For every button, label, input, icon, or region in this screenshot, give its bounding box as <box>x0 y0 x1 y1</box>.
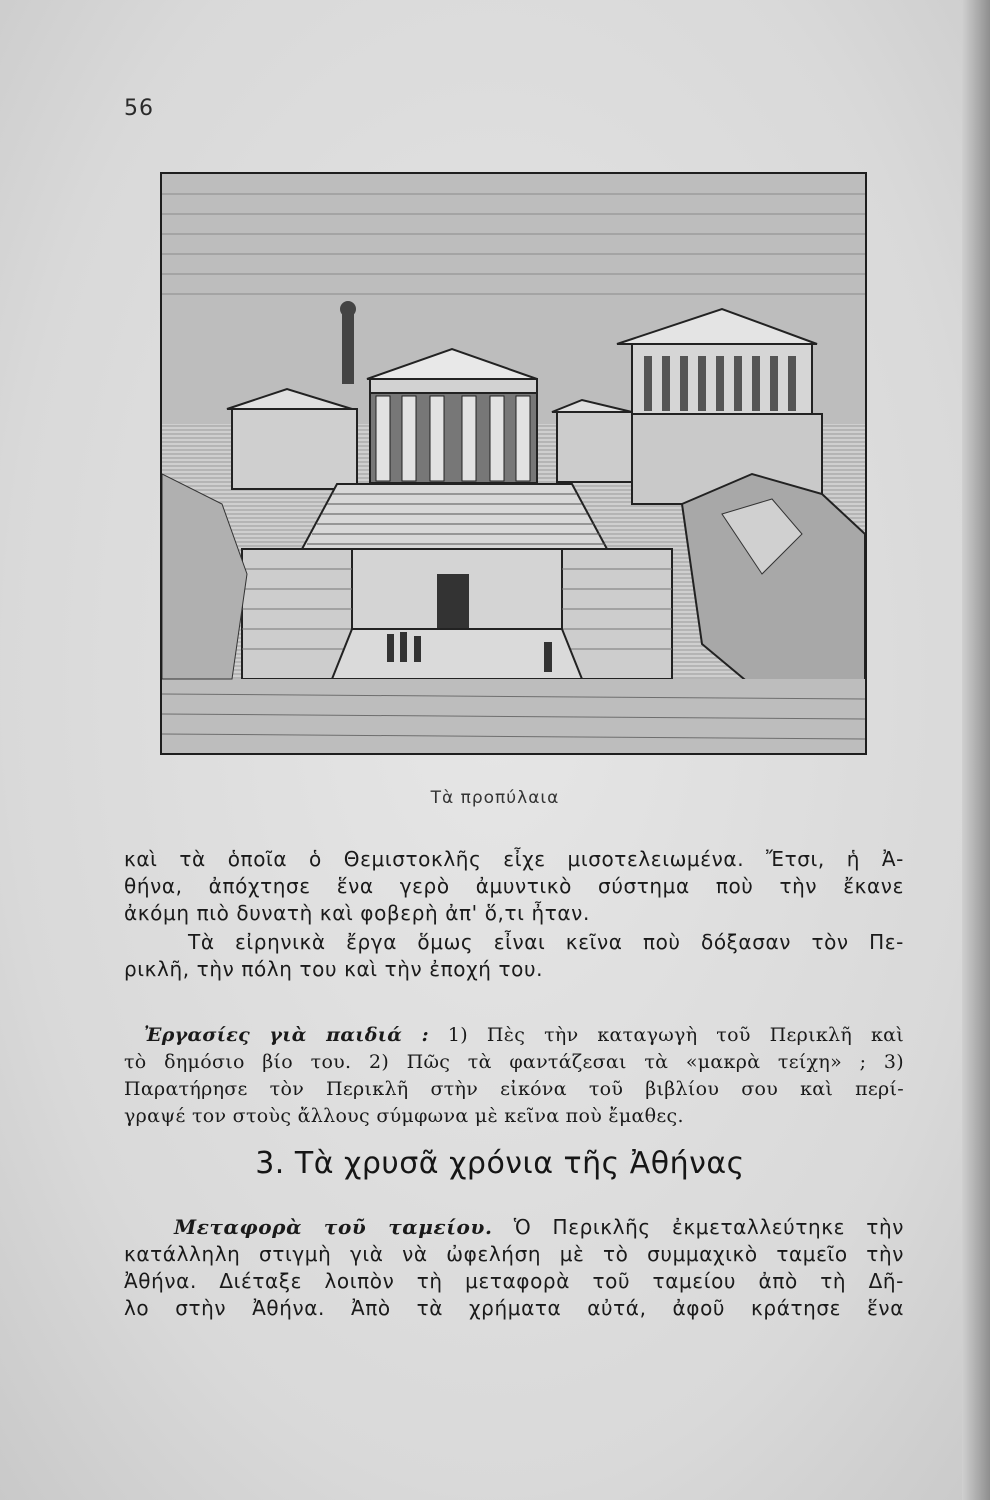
paragraph-1-line: θήνα, ἀπόχτησε ἕνα γερὸ ἀμυντικὸ σύστημα ποὺ τὴν ἔκανε <box>124 874 904 898</box>
exercises-line: Παρατήρησε τὸν Περικλῆ στὴν εἰκόνα τοῦ βιβλίου σου καὶ περί- <box>124 1078 904 1100</box>
paragraph-1 <box>124 846 904 927</box>
section-line: Ἀθήνα. Διέταξε λοιπὸν τὴ μεταφορὰ τοῦ ταμείου ἀπὸ τὴ Δῆ- <box>124 1269 904 1293</box>
propylaea-engraving <box>160 172 867 755</box>
exercises-paragraph <box>124 1022 904 1130</box>
exercises-first-rest: 1) Πὲς τὴν καταγωγὴ τοῦ Περικλῆ καὶ <box>428 1024 904 1046</box>
section-first-line <box>124 1214 904 1241</box>
paragraph-1-line: καὶ τὰ ὁποῖα ὁ Θεμιστοκλῆς εἶχε μισοτελειωμένα. Ἔτσι, ἡ Ἀ- <box>124 847 904 871</box>
paragraph-2-line: Τὰ εἰρηνικὰ ἔργα ὅμως εἶναι κεῖνα ποὺ δόξασαν τὸν Πε- <box>188 930 904 954</box>
paragraph-1-line: ἀκόμη πιὸ δυνατὴ καὶ φοβερὴ ἀπ' ὅ,τι ἦταν. <box>124 901 590 925</box>
figure-caption: Τὰ προπύλαια <box>430 788 560 808</box>
section-line: κατάλληλη στιγμὴ γιὰ νὰ ὠφελήση μὲ τὸ συμμαχικὸ ταμεῖο τὴν <box>124 1242 904 1266</box>
exercises-line: τὸ δημόσιο βίο του. 2) Πῶς τὰ φαντάζεσαι τὰ «μακρὰ τείχη» ; 3) <box>124 1051 904 1073</box>
book-gutter <box>962 0 990 1500</box>
page-number: 56 <box>124 96 154 121</box>
section-lead: Μεταφορὰ τοῦ ταμείου. <box>174 1215 493 1239</box>
exercises-first-line <box>124 1022 904 1049</box>
paragraph-2-line: ρικλῆ, τὴν πόλη του καὶ τὴν ἐποχή του. <box>124 957 544 981</box>
section-line: λο στὴν Ἀθήνα. Ἀπὸ τὰ χρήματα αὐτά, ἀφοῦ κράτησε ἕνα <box>124 1296 904 1320</box>
paragraph-2 <box>124 929 904 983</box>
section-heading: 3. Τὰ χρυσᾶ χρόνια τῆς Ἀθήνας <box>255 1146 745 1181</box>
exercises-line: γραψέ τον στοὺς ἄλλους σύμφωνα μὲ κεῖνα ποὺ ἔμαθες. <box>124 1105 684 1127</box>
section-first-rest: Ὁ Περικλῆς ἐκμεταλλεύτηκε τὴν <box>492 1215 904 1239</box>
section-paragraph <box>124 1214 904 1322</box>
exercises-lead: Ἐργασίες γιὰ παιδιά : <box>144 1024 429 1046</box>
